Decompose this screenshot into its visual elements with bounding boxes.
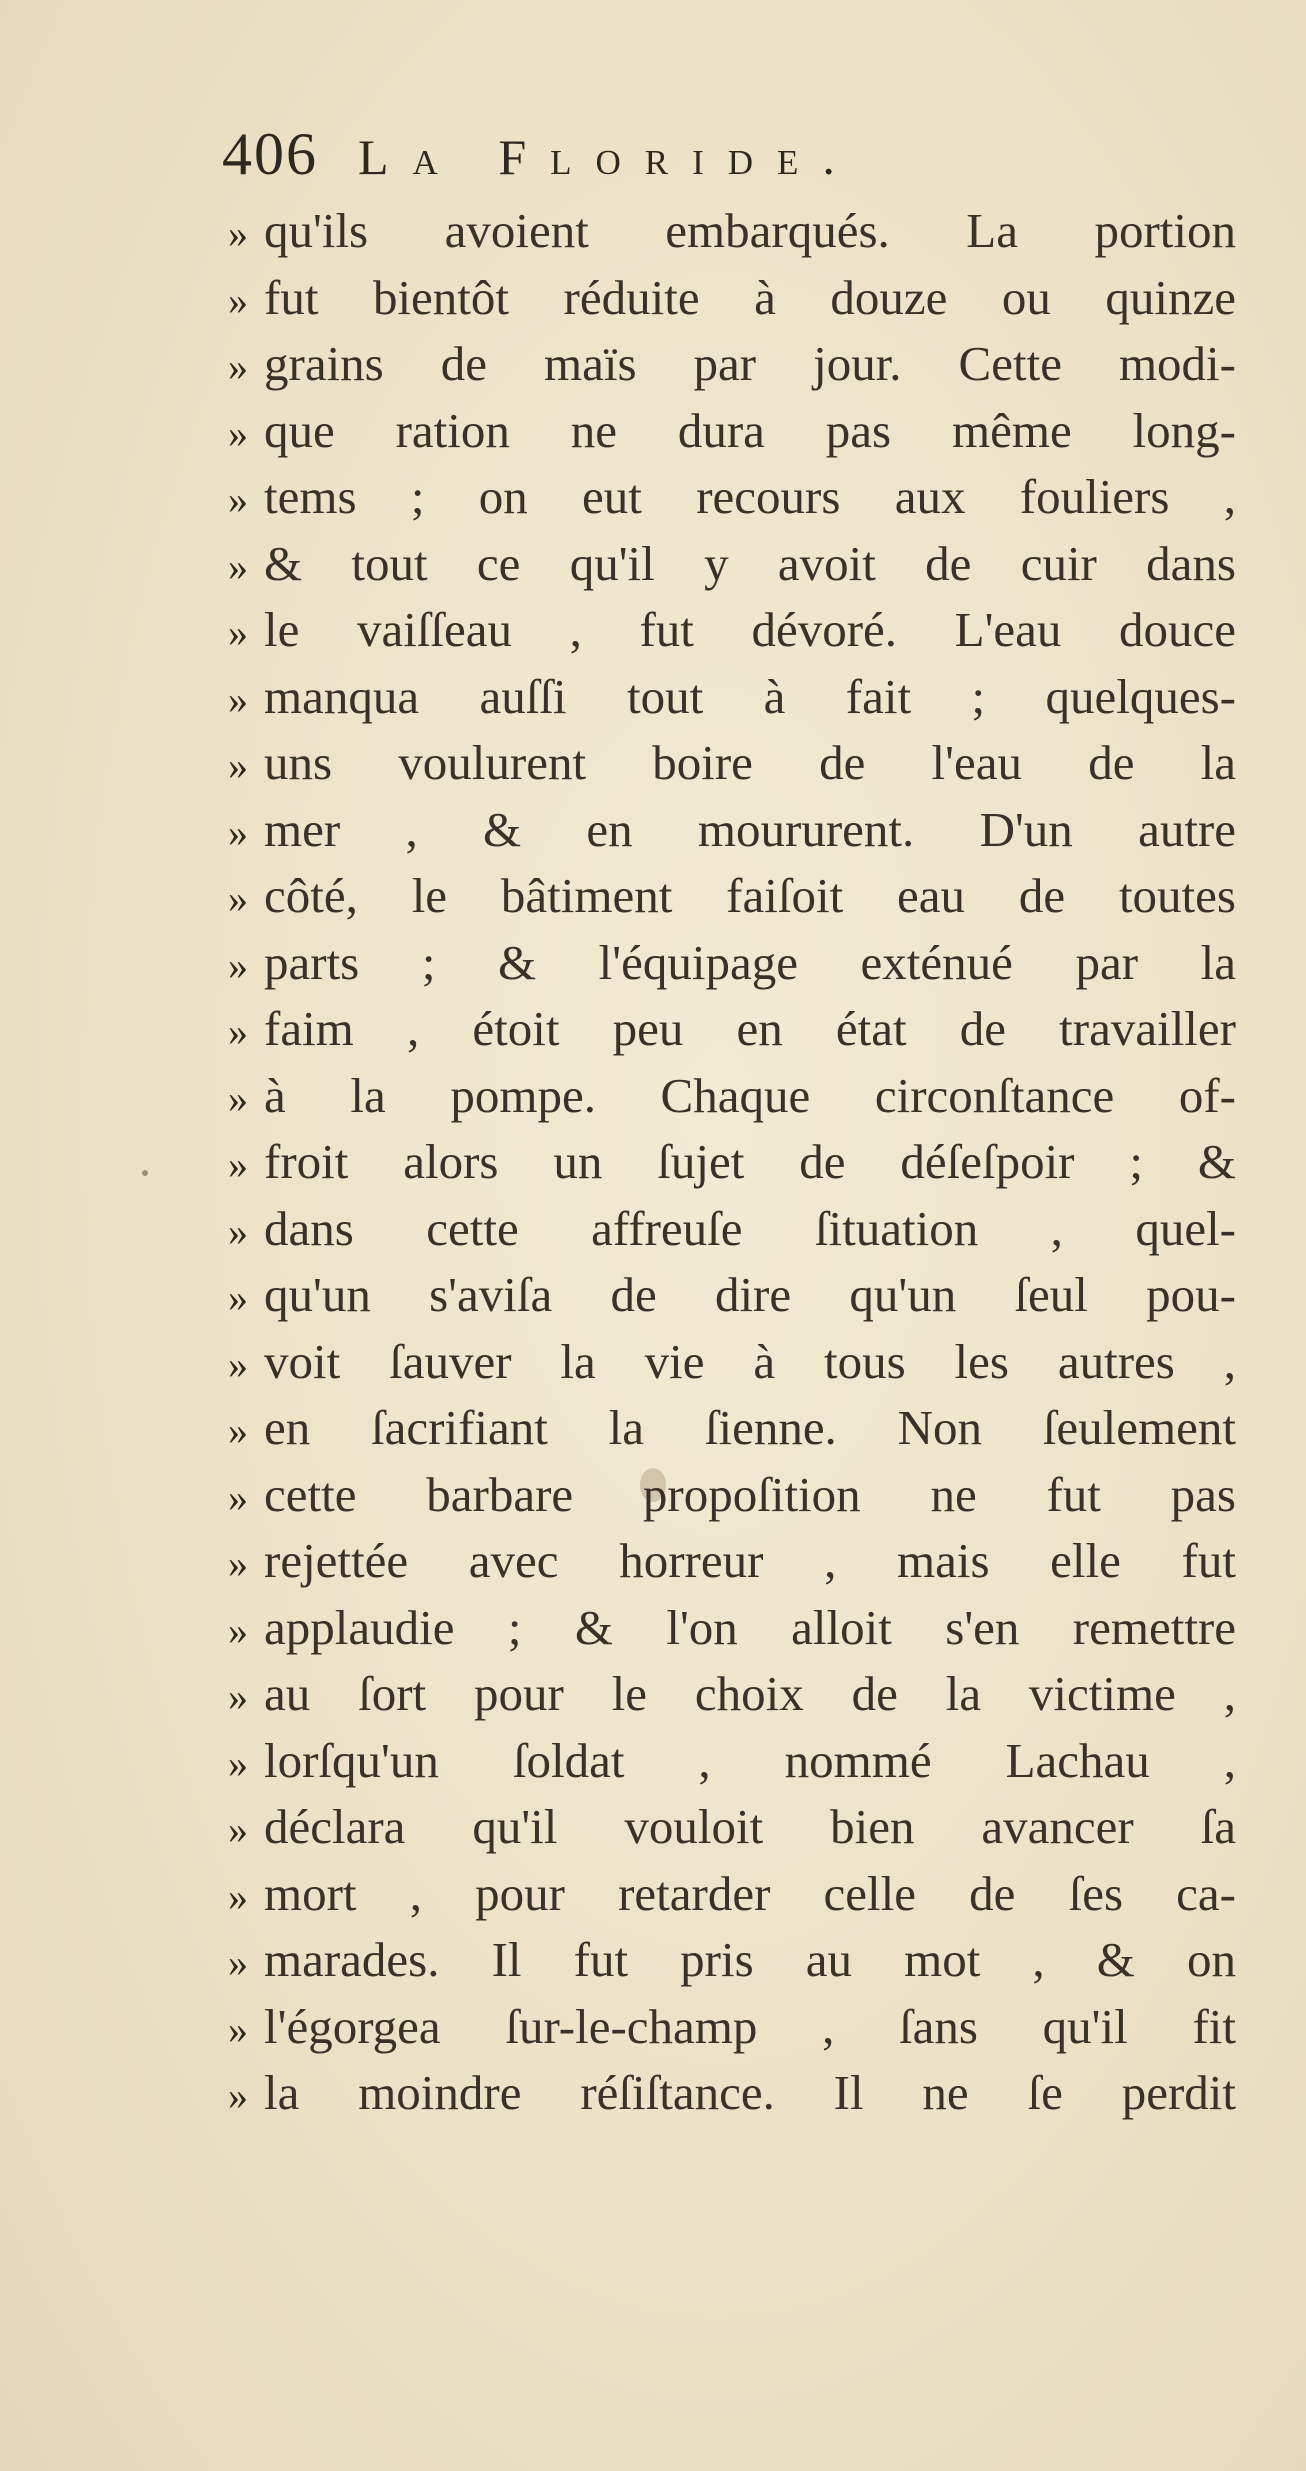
line-text: parts ; & l'équipage exténué par la [264, 934, 1236, 990]
text-line [228, 1262, 1248, 1329]
line-text: cette barbare propoſition ne fut pas [264, 1466, 1236, 1522]
quote-mark: » [228, 1607, 248, 1653]
text-line [228, 1861, 1248, 1928]
quote-mark: » [228, 942, 248, 988]
line-text: qu'ils avoient embarqués. La portion [264, 203, 1236, 258]
quote-mark: » [228, 1740, 248, 1786]
line-text: déclara qu'il vouloit bien avancer ſa [264, 1799, 1236, 1854]
text-line [228, 664, 1248, 731]
line-text: qu'un s'aviſa de dire qu'un ſeul pou- [264, 1267, 1236, 1322]
text-line [228, 996, 1248, 1063]
line-text: le vaiſſeau , fut dévoré. L'eau douce [264, 602, 1236, 657]
quote-mark: » [228, 809, 248, 855]
quote-mark: » [228, 277, 248, 323]
line-text: manqua auſſi tout à fait ; quelques- [264, 668, 1236, 724]
text-line [228, 464, 1248, 531]
quote-mark: » [228, 743, 248, 788]
quote-mark: » [228, 1208, 248, 1254]
line-text: mort , pour retarder celle de ſes ca- [264, 1865, 1236, 1921]
text-line [228, 1129, 1248, 1196]
line-text: voit ſauver la vie à tous les autres , [264, 1333, 1236, 1389]
text-line [228, 1196, 1248, 1263]
quote-mark: » [228, 1142, 248, 1187]
line-text: lorſqu'un ſoldat , nommé Lachau , [264, 1732, 1236, 1788]
text-line [228, 930, 1248, 997]
quote-mark: » [228, 1275, 248, 1320]
page-header [222, 120, 859, 198]
line-text: mer , & en moururent. D'un autre [264, 801, 1236, 857]
quote-mark: » [228, 1075, 248, 1121]
quote-mark: » [228, 1873, 248, 1919]
quote-mark: » [228, 1541, 248, 1586]
text-line [228, 1794, 1248, 1861]
text-line [228, 1728, 1248, 1795]
text-line [228, 1595, 1248, 1662]
text-line [228, 265, 1248, 332]
quote-mark: » [228, 676, 248, 722]
text-line [228, 730, 1248, 797]
text-line [228, 198, 1248, 265]
text-line [228, 863, 1248, 930]
text-line [228, 2060, 1248, 2127]
line-text: grains de maïs par jour. Cette modi- [264, 336, 1236, 391]
line-text: que ration ne dura pas même long- [264, 402, 1236, 458]
text-line [228, 1927, 1248, 1994]
quote-mark: » [228, 1341, 248, 1387]
line-text: applaudie ; & l'on alloit s'en remettre [264, 1599, 1236, 1655]
line-text: l'égorgea ſur-le-champ , ſans qu'il fit [264, 1998, 1236, 2054]
text-line [228, 531, 1248, 598]
line-text: en ſacrifiant la ſienne. Non ſeulement [264, 1400, 1236, 1455]
text-line [228, 1395, 1248, 1462]
line-text: côté, le bâtiment faiſoit eau de toutes [264, 868, 1236, 923]
line-text: fut bientôt réduite à douze ou quinze [264, 269, 1236, 325]
text-line [228, 1528, 1248, 1595]
line-text: la moindre réſiſtance. Il ne ſe perdit [264, 2065, 1236, 2120]
quote-mark: » [228, 1009, 248, 1054]
text-line [228, 1329, 1248, 1396]
quote-mark: » [228, 1674, 248, 1719]
quote-mark: » [228, 543, 248, 589]
line-text: au ſort pour le choix de la victime , [264, 1666, 1236, 1721]
quote-mark: » [228, 344, 248, 389]
quote-mark: » [228, 1474, 248, 1520]
text-line [228, 398, 1248, 465]
line-text: à la pompe. Chaque circonſtance of- [264, 1067, 1236, 1123]
line-text: uns voulurent boire de l'eau de la [264, 735, 1236, 790]
quote-mark: » [228, 2073, 248, 2118]
quote-mark: » [228, 1807, 248, 1852]
quote-mark: » [228, 1940, 248, 1985]
text-line [228, 1661, 1248, 1728]
quote-mark: » [228, 2006, 248, 2052]
text-line [228, 331, 1248, 398]
text-line [228, 1063, 1248, 1130]
quote-mark: » [228, 876, 248, 921]
line-text: tems ; on eut recours aux fouliers , [264, 469, 1236, 524]
line-text: rejettée avec horreur , mais elle fut [264, 1533, 1236, 1588]
running-title: La Floride. [358, 129, 859, 185]
paper-speck [142, 1170, 148, 1176]
quote-mark: » [228, 610, 248, 655]
text-block [228, 198, 1248, 2127]
line-text: & tout ce qu'il y avoit de cuir dans [264, 535, 1236, 591]
text-line [228, 797, 1248, 864]
quote-mark: » [228, 211, 248, 256]
page-number: 406 [222, 121, 318, 187]
quote-mark: » [228, 410, 248, 456]
text-line [228, 1462, 1248, 1529]
quote-mark: » [228, 477, 248, 522]
text-line [228, 597, 1248, 664]
line-text: faim , étoit peu en état de travailler [264, 1001, 1236, 1056]
line-text: dans cette affreuſe ſituation , quel- [264, 1200, 1236, 1256]
line-text: marades. Il fut pris au mot , & on [264, 1932, 1236, 1987]
text-line [228, 1994, 1248, 2061]
line-text: froit alors un ſujet de déſeſpoir ; & [264, 1134, 1236, 1189]
quote-mark: » [228, 1408, 248, 1453]
